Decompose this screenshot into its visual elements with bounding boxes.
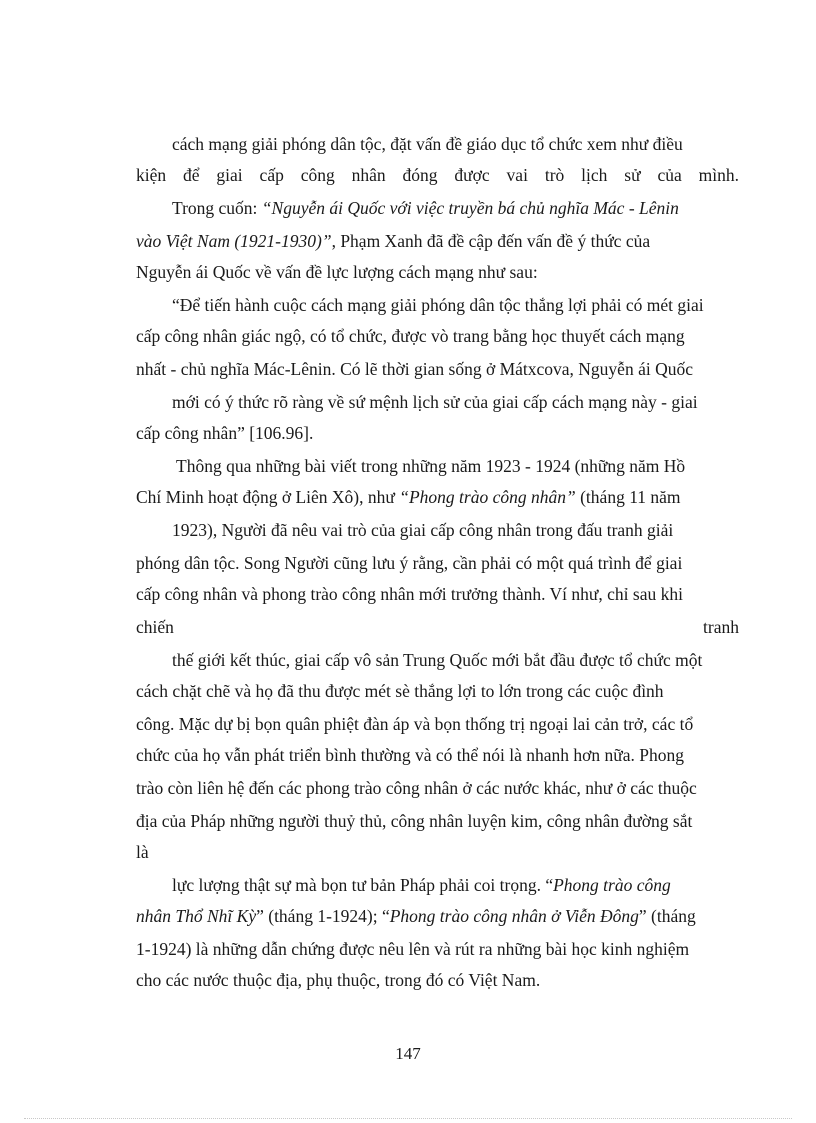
text-line [136, 934, 739, 964]
article-title-italic: nhân Thổ Nhĩ Kỳ [136, 906, 257, 926]
text-segment: công. Mặc dự bị bọn quân phiệt đàn áp và bọn thống trị ngoại lai cản trở, các tổ [136, 714, 694, 734]
text-segment: cách mạng giải phóng dân tộc, đặt vấn đề giáo dục tổ chức xem như điều [172, 134, 683, 154]
text-segment: (tháng 11 năm [575, 487, 681, 507]
text-line [136, 226, 739, 256]
text-line [136, 482, 739, 512]
text-line [136, 773, 739, 803]
text-line [172, 290, 739, 320]
text-line [136, 740, 739, 770]
text-segment: 1923), Người đã nêu vai trò của giai cấp công nhân trong đấu tranh giải [172, 520, 674, 540]
text-segment: ” (tháng 1-1924); “ [256, 906, 390, 926]
text-line [136, 901, 739, 931]
text-line [136, 321, 739, 351]
text-segment: “Để tiến hành cuộc cách mạng giải phóng dân tộc thắng lợi phải có mét giai [172, 295, 704, 315]
article-title-italic: “Phong trào công nhân” [399, 487, 576, 507]
text-segment: cấp công nhân và phong trào công nhân mới trưởng thành. Ví như, chỉ sau khi [136, 584, 683, 604]
text-line [172, 645, 739, 675]
text-line [136, 612, 739, 642]
book-title-italic: vào Việt Nam (1921-1930)” [136, 231, 332, 251]
text-line [136, 160, 739, 190]
text-line [136, 806, 739, 836]
text-line [136, 418, 739, 448]
page-number: 147 [395, 1044, 421, 1063]
page-bottom-divider [24, 1118, 792, 1119]
text-segment: thế giới kết thúc, giai cấp vô sản Trung Quốc mới bắt đầu được tổ chức một [172, 650, 703, 670]
text-segment: mới có ý thức rõ ràng về sứ mệnh lịch sử của giai cấp cách mạng này - giai [172, 392, 698, 412]
text-segment: Thông qua những bài viết trong những năm 1923 - 1924 (những năm Hồ [176, 456, 686, 476]
text-segment: chức của họ vẫn phát triển bình thường và có thể nói là nhanh hơn nữa. Phong [136, 745, 685, 765]
text-line [172, 193, 739, 223]
text-line [136, 676, 739, 706]
text-segment: cấp công nhân giác ngộ, có tổ chức, được vò trang bằng học thuyết cách mạng [136, 326, 685, 346]
text-line [172, 515, 739, 545]
text-line [136, 579, 739, 609]
text-segment: 1-1924) là những dẫn chứng được nêu lên và rút ra những bài học kinh nghiệm [136, 939, 690, 959]
text-segment: tranh [703, 617, 739, 637]
article-title-italic: Phong trào công [553, 875, 671, 895]
text-segment: Trong cuốn: [172, 198, 262, 218]
text-segment: , Phạm Xanh đã đề cập đến vấn đề ý thức của [331, 231, 651, 251]
text-segment: cho các nước thuộc địa, phụ thuộc, trong đó có Việt Nam. [136, 970, 541, 990]
text-segment: cấp công nhân” [106.96]. [136, 423, 314, 443]
text-line [176, 451, 739, 481]
book-title-italic: “Nguyễn ái Quốc với việc truyền bá chủ nghĩa Mác - Lênin [261, 198, 679, 218]
text-line [136, 548, 739, 578]
text-segment: địa của Pháp những người thuỷ thủ, công nhân luyện kim, công nhân đường sắt [136, 811, 693, 831]
text-segment: phóng dân tộc. Song Người cũng lưu ý rằng, cần phải có một quá trình để giai [136, 553, 683, 573]
text-line [136, 965, 739, 995]
text-line [136, 709, 739, 739]
text-segment: cách chặt chẽ và họ đã thu được mét sè thắng lợi to lớn trong các cuộc đình [136, 681, 664, 701]
text-line [136, 257, 739, 287]
text-line [136, 837, 739, 867]
text-segment: nhất - chủ nghĩa Mác-Lênin. Có lẽ thời gian sống ở Mátxcova, Nguyễn ái Quốc [136, 359, 693, 379]
text-segment: kiện để giai cấp công nhân đóng được vai trò lịch sử của mình. [136, 165, 739, 185]
text-line [172, 870, 739, 900]
text-segment: trào còn liên hệ đến các phong trào công nhân ở các nước khác, như ở các thuộc [136, 778, 697, 798]
text-segment: là [136, 842, 149, 862]
text-line [172, 387, 739, 417]
text-segment: chiến [136, 617, 174, 637]
text-segment: Chí Minh hoạt động ở Liên Xô), như [136, 487, 400, 507]
text-segment: Nguyễn ái Quốc về vấn đề lực lượng cách mạng như sau: [136, 262, 538, 282]
text-line [136, 354, 739, 384]
text-segment: ” (tháng [638, 906, 696, 926]
text-line [172, 129, 739, 159]
article-title-italic: Phong trào công nhân ở Viễn Đông [389, 906, 639, 926]
text-segment: lực lượng thật sự mà bọn tư bản Pháp phải coi trọng. “ [172, 875, 554, 895]
